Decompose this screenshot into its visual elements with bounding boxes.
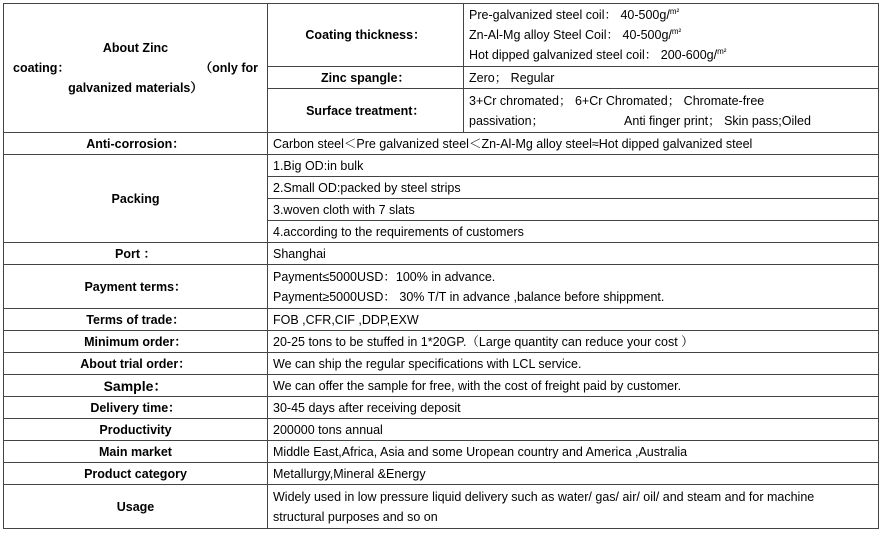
zinc-spangle-value: Zero； Regular — [464, 67, 879, 89]
payment-line1: Payment≤5000USD：100% in advance. — [273, 269, 496, 284]
packing-label: Packing — [4, 155, 268, 243]
table-row — [4, 331, 879, 353]
trial-order-label: About trial order： — [4, 353, 268, 375]
productivity-label: Productivity — [4, 419, 268, 441]
main-market-value: Middle East,Africa, Asia and some Uropean country and America ,Australia — [268, 441, 879, 463]
usage-value — [268, 485, 879, 529]
about-zinc-line3: galvanized materials） — [68, 81, 203, 95]
trial-order-value: We can ship the regular specifications with LCL service. — [268, 353, 879, 375]
minimum-order-label: Minimum order： — [4, 331, 268, 353]
anti-corrosion-label: Anti-corrosion： — [4, 133, 268, 155]
table-row — [4, 375, 879, 397]
thickness-unit-1: m² — [669, 6, 680, 16]
packing-item-1: 1.Big OD:in bulk — [268, 155, 879, 177]
usage-line2: structural purposes and so on — [273, 509, 438, 524]
table-row — [4, 441, 879, 463]
product-spec-table — [3, 3, 879, 529]
about-zinc-line2-left: coating： — [13, 61, 70, 75]
thickness-text-1: Pre-galvanized steel coil： 40-500g/ — [469, 8, 670, 22]
anti-corrosion-value: Carbon steel＜Pre galvanized steel＜Zn-Al-Mg alloy steel≈Hot dipped galvanized steel — [268, 133, 879, 155]
surface-line1: 3+Cr chromated； 6+Cr Chromated； Chromate-free — [469, 93, 765, 108]
table-row — [4, 133, 879, 155]
thickness-row-znalmg — [469, 25, 873, 45]
packing-item-4: 4.according to the requirements of customers — [268, 221, 879, 243]
table-row — [4, 397, 879, 419]
zinc-spangle-label: Zinc spangle： — [268, 67, 464, 89]
about-zinc-line2-right: （only for — [199, 61, 258, 75]
terms-of-trade-label: Terms of trade： — [4, 309, 268, 331]
table-row — [4, 419, 879, 441]
thickness-text-3: Hot dipped galvanized steel coil： 200-600g/ — [469, 48, 718, 62]
delivery-time-label: Delivery time： — [4, 397, 268, 419]
thickness-text-2: Zn-Al-Mg alloy Steel Coil： 40-500g/ — [469, 28, 672, 42]
about-zinc-line1: About Zinc — [102, 41, 169, 55]
surface-line2-b: Anti finger print； Skin pass;Oiled — [624, 113, 811, 128]
table-row — [4, 309, 879, 331]
packing-item-2: 2.Small OD:packed by steel strips — [268, 177, 879, 199]
packing-item-3: 3.woven cloth with 7 slats — [268, 199, 879, 221]
thickness-unit-2: m² — [671, 26, 682, 36]
payment-terms-label: Payment terms： — [4, 265, 268, 309]
port-label: Port ： — [4, 243, 268, 265]
thickness-row-pregalvanized — [469, 5, 873, 25]
table-row — [4, 463, 879, 485]
product-category-value: Metallurgy,Mineral &Energy — [268, 463, 879, 485]
about-zinc-coating-label — [4, 4, 268, 133]
port-value: Shanghai — [268, 243, 879, 265]
table-row — [4, 485, 879, 529]
minimum-order-value: 20-25 tons to be stuffed in 1*20GP.（Large quantity can reduce your cost ） — [268, 331, 879, 353]
surface-line2-a: passivation； — [469, 113, 545, 128]
surface-treatment-label: Surface treatment： — [268, 89, 464, 133]
surface-treatment-value — [464, 89, 879, 133]
about-zinc-label-block — [9, 38, 262, 98]
table-row — [4, 353, 879, 375]
coating-thickness-value — [464, 4, 879, 67]
table-row — [4, 243, 879, 265]
thickness-row-hotdipped — [469, 45, 873, 65]
table-row — [4, 265, 879, 309]
table-row — [4, 155, 879, 177]
coating-thickness-label: Coating thickness： — [268, 4, 464, 67]
table-row — [4, 4, 879, 67]
usage-label: Usage — [4, 485, 268, 529]
sample-value: We can offer the sample for free, with the cost of freight paid by customer. — [268, 375, 879, 397]
terms-of-trade-value: FOB ,CFR,CIF ,DDP,EXW — [268, 309, 879, 331]
productivity-value: 200000 tons annual — [268, 419, 879, 441]
payment-line2: Payment≥5000USD： 30% T/T in advance ,balance before shippment. — [273, 289, 665, 304]
main-market-label: Main market — [4, 441, 268, 463]
sample-label: Sample： — [4, 375, 268, 397]
thickness-unit-3: m² — [717, 46, 727, 56]
delivery-time-value: 30-45 days after receiving deposit — [268, 397, 879, 419]
about-zinc-line2 — [9, 58, 262, 78]
payment-terms-value — [268, 265, 879, 309]
product-category-label: Product category — [4, 463, 268, 485]
usage-line1: Widely used in low pressure liquid delivery such as water/ gas/ air/ oil/ and steam and for machine — [273, 489, 815, 504]
surface-line2 — [469, 111, 873, 131]
